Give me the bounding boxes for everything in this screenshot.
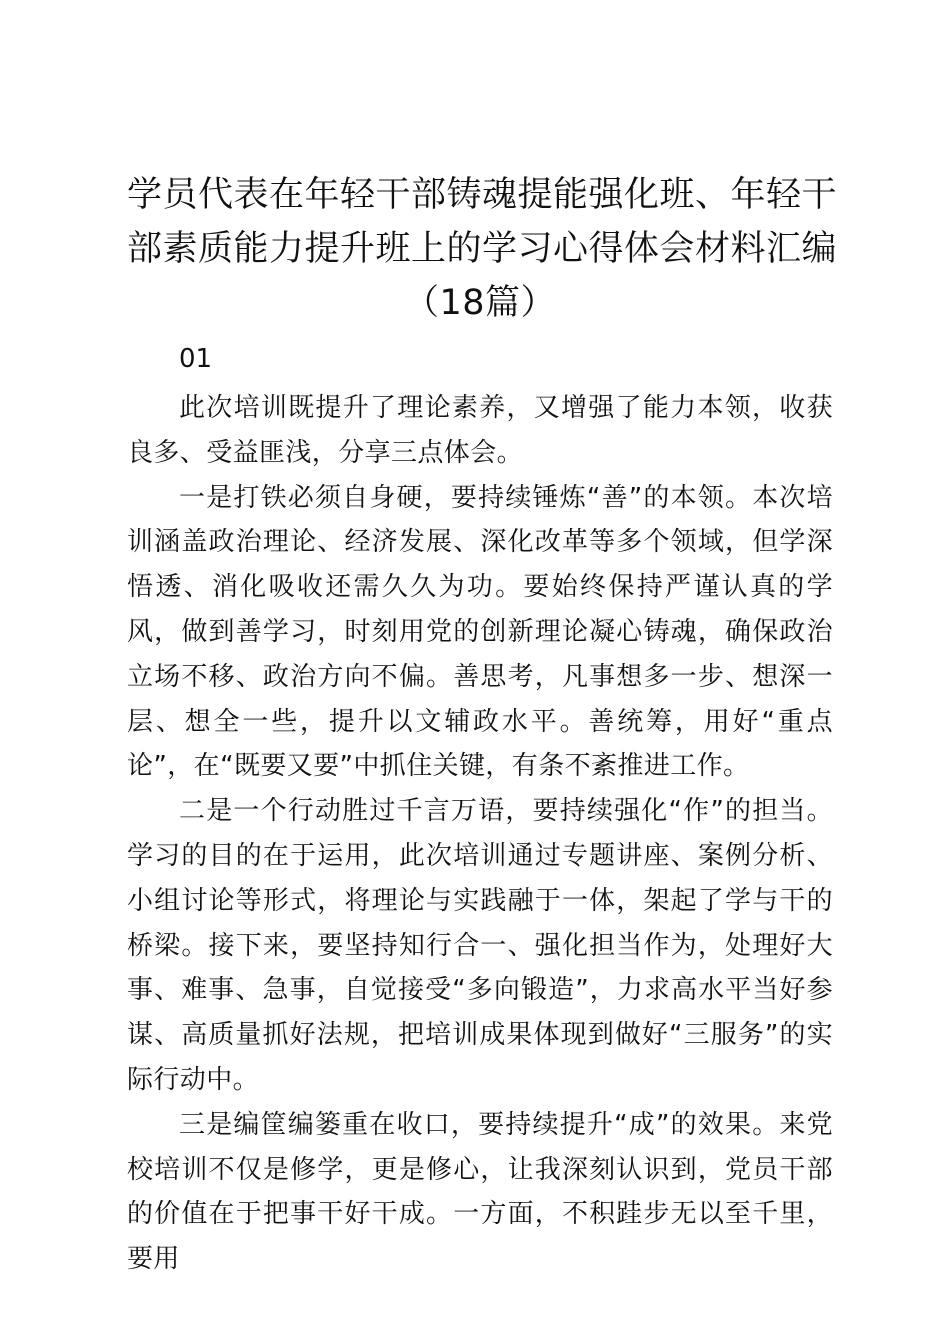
title-line-2: 部素质能力提升班上的学习心得体会材料汇编 <box>127 229 838 269</box>
title-line-3: （18篇） <box>403 283 557 323</box>
paragraph-point-one: 一是打铁必须自身硬，要持续锤炼“善”的本领。本次培训涵盖政治理论、经济发展、深化改革等多个领域，但学深悟透、消化吸收还需久久为功。要始终保持严谨认真的学风，做到善学习，时刻用党的创新理论凝心铸魂，确保政治立场不移、政治方向不偏。善思考，凡事想多一步、想深一层、想全一些，提升以文辅政水平。善统筹，用好“重点论”，在“既要又要”中抓住关键，有条不紊推进工作。 <box>127 482 833 782</box>
document-title <box>127 168 838 330</box>
paragraph-intro: 此次培训既提升了理论素养，又增强了能力本领，收获良多、受益匪浅，分享三点体会。 <box>127 393 833 468</box>
paragraph-point-two: 二是一个行动胜过千言万语，要持续强化“作”的担当。学习的目的在于运用，此次培训通过专题讲座、案例分析、小组讨论等形式，将理论与实践融于一体，架起了学与干的桥梁。接下来，要坚持知行合一、强化担当作为，处理好大事、难事、急事，自觉接受“多向锻造”，力求高水平当好参谋、高质量抓好法规，把培训成果体现到做好“三服务”的实际行动中。 <box>127 796 833 1095</box>
title-line-1: 学员代表在年轻干部铸魂提能强化班、年轻干 <box>127 175 838 215</box>
section-number: 01 <box>179 344 213 374</box>
paragraph-point-three: 三是编筐编篓重在收口，要持续提升“成”的效果。来党校培训不仅是修学，更是修心，让我深刻认识到，党员干部的价值在于把事干好干成。一方面，不积跬步无以至千里，要用 <box>127 1109 833 1275</box>
document-page <box>127 168 838 1282</box>
